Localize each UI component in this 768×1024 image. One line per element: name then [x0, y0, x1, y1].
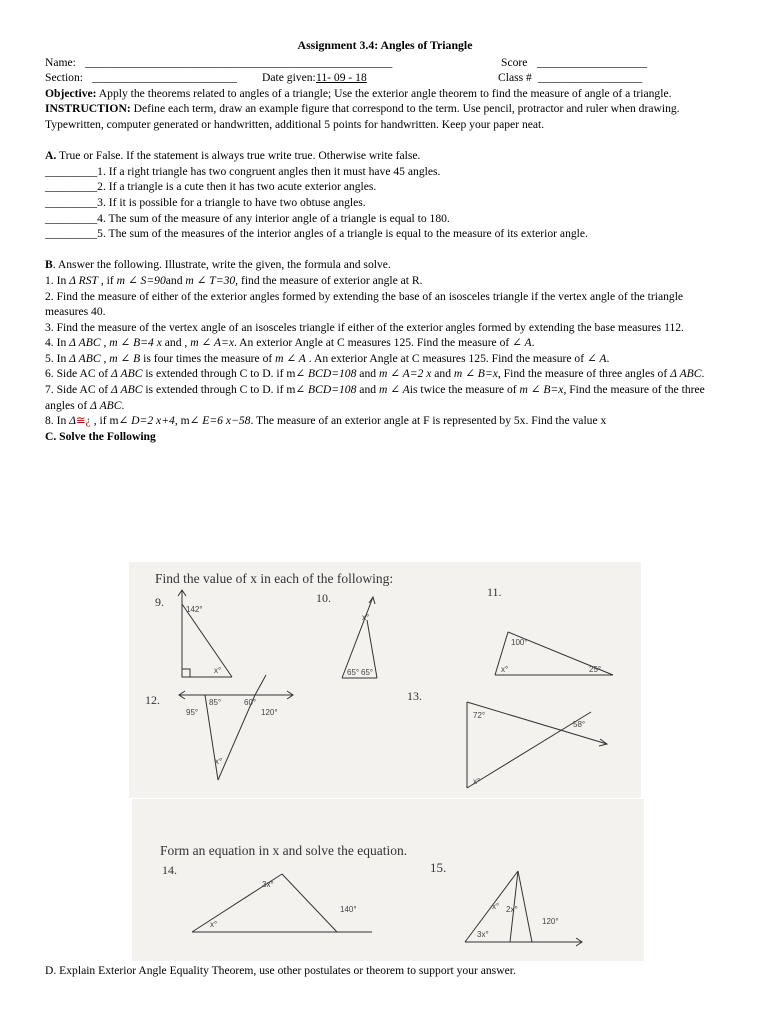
question-8: 8. In Δ≅¿ , if m∠ D=2 x+4, m∠ E=6 x−58. The measure of an exterior angle at F is represented by 5x. Find the value x — [45, 414, 607, 428]
part-a-heading: A. True or False. If the statement is always true write true. Otherwise write false. — [45, 149, 421, 163]
angle-140: 140° — [340, 905, 357, 914]
part-c-heading: C. Solve the Following — [45, 429, 156, 443]
section-field[interactable]: _________________________ — [92, 71, 237, 85]
part-a-item: _________1. If a right triangle has two congruent angles then it must have 45 angles. — [45, 164, 441, 178]
triangle-10 — [342, 597, 377, 678]
item-12-label: 12. — [145, 693, 160, 707]
angle-2x: 2x° — [506, 905, 518, 914]
question-3: 3. Find the measure of the vertex angle of an isosceles triangle if either of the exterior angles formed by extending the base measures 112. — [45, 320, 684, 334]
triangle-9 — [178, 590, 232, 677]
part-d: D. Explain Exterior Angle Equality Theorem, use other postulates or theorem to support your answer. — [45, 964, 516, 977]
page-title: Assignment 3.4: Angles of Triangle — [297, 38, 473, 52]
angle-85: 85° — [209, 698, 222, 707]
triangle-14 — [192, 874, 372, 932]
section-row — [45, 70, 725, 86]
answer-blank[interactable]: _________ — [45, 180, 98, 194]
instruction: INSTRUCTION: Define each term, draw an example figure that correspond to the term. Use pencil, protractor and ruler when drawing. Typewritten, computer generated or handwritten, additional 5 points for handwritten. Keep your paper neat. — [45, 102, 680, 131]
angle-x: x° — [214, 666, 222, 675]
worksheet — [45, 38, 725, 444]
question-1: 1. In Δ RST , if m ∠ S=90and m ∠ T=30, find the measure of exterior angle at R. — [45, 273, 423, 287]
item-13-label: 13. — [407, 689, 422, 703]
answer-blank[interactable]: _________ — [45, 227, 98, 241]
item-11-label: 11. — [487, 585, 502, 599]
question-2: 2. Find the measure of either of the exterior angles formed by extending the base of an isosceles triangle if the vertex angle of the triangle measures 40. — [45, 289, 684, 319]
figure1-heading: Find the value of x in each of the following: — [155, 571, 394, 586]
angle-120: 120° — [261, 708, 278, 717]
angle-60: 60° — [244, 698, 257, 707]
angle-3x: 3x° — [477, 930, 489, 939]
angle-x: x° — [492, 902, 500, 911]
part-a-item: _________2. If a triangle is a cute then it has two acute exterior angles. — [45, 180, 377, 194]
angle-120: 120° — [542, 917, 559, 926]
item-14-label: 14. — [162, 863, 177, 877]
angle-72: 72° — [473, 711, 486, 720]
item-15-label: 15. — [430, 860, 447, 875]
angle-x: x° — [501, 665, 509, 674]
answer-blank[interactable]: _________ — [45, 164, 98, 178]
class-field[interactable]: __________________ — [538, 71, 643, 85]
part-a-item: _________4. The sum of the measure of any interior angle of a triangle is equal to 180. — [45, 211, 450, 225]
angle-x: x° — [215, 757, 223, 766]
answer-blank[interactable]: _________ — [45, 211, 98, 225]
angle-142: 142° — [186, 605, 203, 614]
triangle-12 — [179, 675, 293, 780]
date-value: 11- 09 - 18 — [316, 71, 367, 85]
angle-65: 65° — [347, 668, 360, 677]
section-label: Section: — [45, 71, 83, 85]
question-7: 7. Side AC of Δ ABC is extended through C to D. if m∠ BCD=108 and m ∠ Ais twice the measure of m ∠ B=x, Find the measure of the three angles of Δ ABC. — [45, 383, 705, 412]
name-field[interactable]: _____________________________________________________ — [85, 55, 393, 69]
name-row — [45, 55, 725, 71]
angle-65: 65° — [361, 668, 374, 677]
angle-x: x° — [362, 613, 370, 622]
question-5: 5. In Δ ABC , m ∠ B is four times the measure of m ∠ A . An exterior Angle at C measures 125. Find the measure of ∠ A. — [45, 351, 610, 365]
figure-problems-9-13 — [129, 562, 641, 798]
part-b-heading: B. Answer the following. Illustrate, write the given, the formula and solve. — [45, 258, 391, 272]
part-a-item: _________3. If it is possible for a triangle to have two obtuse angles. — [45, 195, 366, 209]
figure2-heading: Form an equation in x and solve the equation. — [160, 843, 408, 858]
score-field[interactable]: ___________________ — [537, 55, 648, 69]
item-10-label: 10. — [316, 591, 331, 605]
angle-3x: 3x° — [262, 880, 274, 889]
date-label: Date given: — [262, 71, 316, 85]
angle-x: x° — [210, 920, 218, 929]
angle-25: 25° — [589, 665, 602, 674]
angle-58: 58° — [573, 720, 586, 729]
class-label: Class # — [498, 71, 532, 85]
question-6: 6. Side AC of Δ ABC is extended through C to D. if m∠ BCD=108 and m ∠ A=2 x and m ∠ B=x, Find the measure of three angles of Δ ABC. — [45, 367, 705, 381]
name-label: Name: — [45, 55, 76, 69]
angle-100: 100° — [511, 638, 528, 647]
question-4: 4. In Δ ABC , m ∠ B=4 x and , m ∠ A=x. An exterior Angle at C measures 125. Find the measure of ∠ A. — [45, 336, 535, 350]
part-a-item: _________5. The sum of the measures of the interior angles of a triangle is equal to the measure of its exterior angle. — [45, 227, 588, 241]
angle-95: 95° — [186, 708, 199, 717]
item-9-label: 9. — [155, 595, 164, 609]
triangle-13 — [467, 702, 607, 788]
answer-blank[interactable]: _________ — [45, 195, 98, 209]
score-label: Score — [501, 55, 528, 69]
angle-x: x° — [473, 777, 481, 786]
objective: Objective: Apply the theorems related to angles of a triangle; Use the exterior angle theorem to find the measure of angle of a triangle. — [45, 86, 672, 100]
figure-problems-14-15 — [132, 799, 644, 961]
